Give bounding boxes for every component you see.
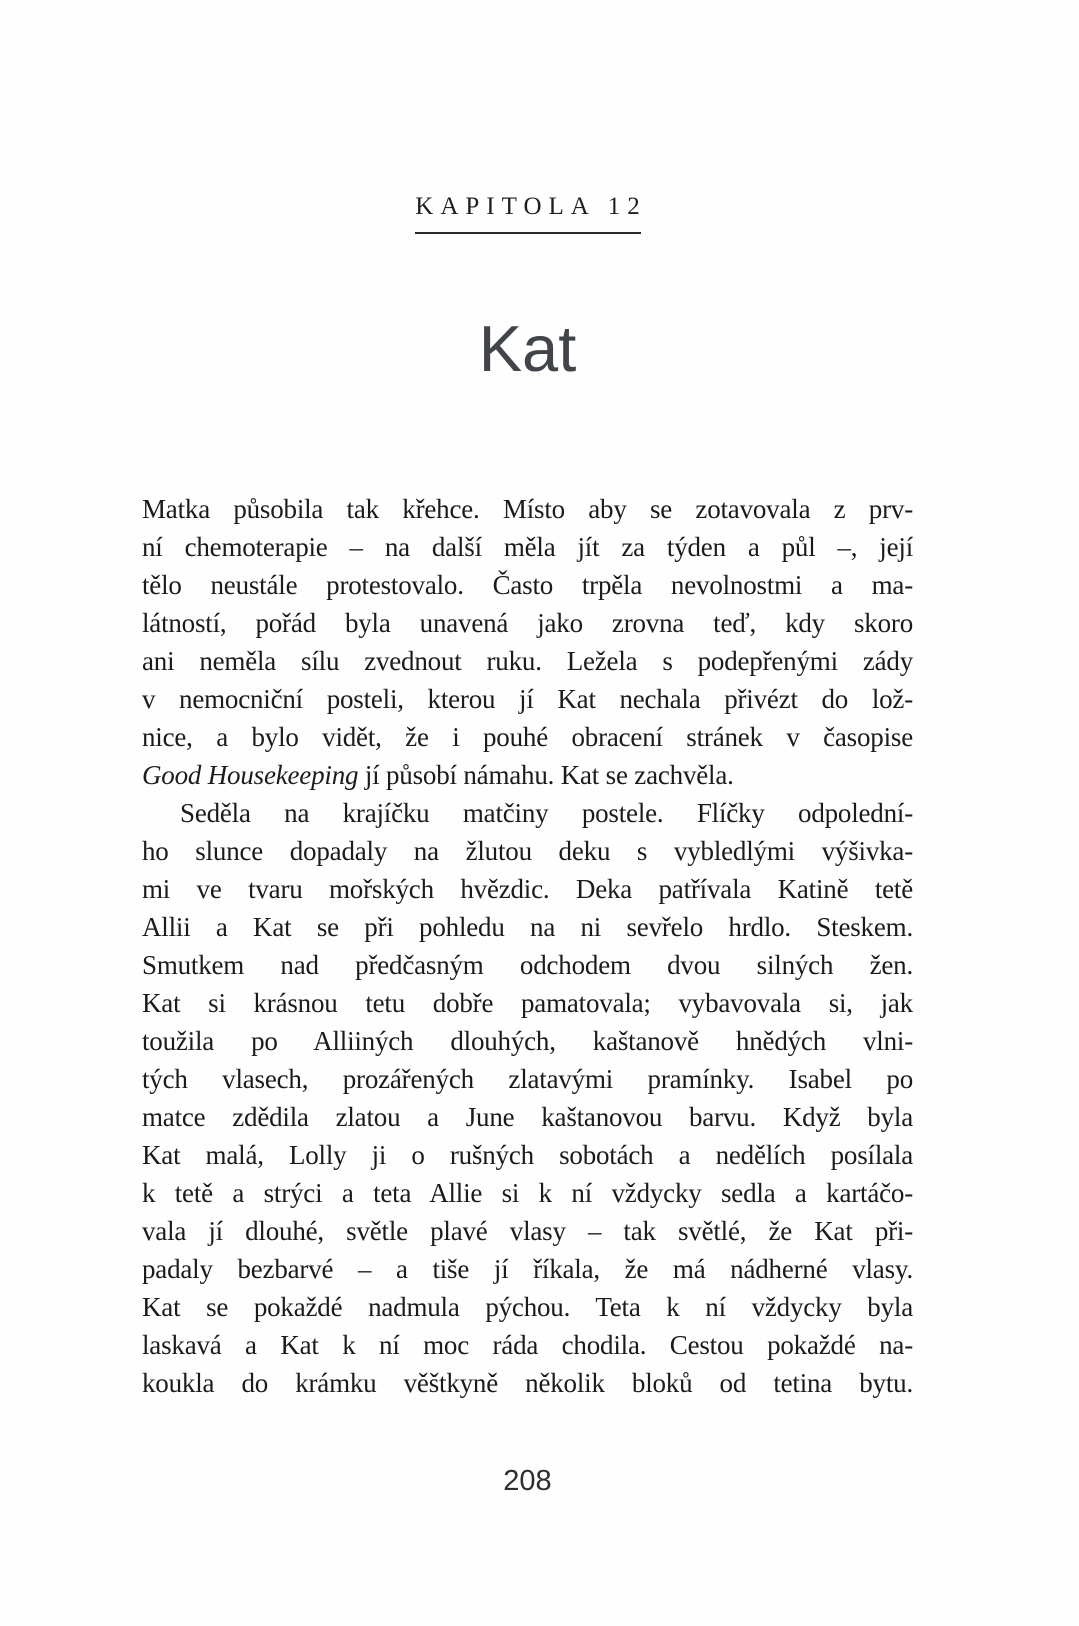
text-line: [142, 984, 913, 1022]
text-segment: v nemocniční posteli, kterou jí Kat nechala přivézt do lož-: [142, 684, 913, 714]
text-segment: Kat se pokaždé nadmula pýchou. Teta k ní vždycky byla: [142, 1292, 913, 1322]
text-segment: Seděla na krajíčku matčiny postele. Flíčky odpolední-: [180, 798, 913, 828]
text-line: [142, 1060, 913, 1098]
text-line: [142, 490, 913, 528]
paragraph: [142, 794, 913, 1402]
text-segment: vala jí dlouhé, světle plavé vlasy – tak světlé, že Kat při-: [142, 1216, 913, 1246]
chapter-title: Kat: [478, 312, 577, 385]
text-line: [142, 604, 913, 642]
text-line: [142, 680, 913, 718]
text-segment: Kat si krásnou tetu dobře pamatovala; vybavovala si, jak: [142, 988, 913, 1018]
text-line: [142, 1212, 913, 1250]
text-line: [142, 718, 913, 756]
text-line: [142, 946, 913, 984]
text-segment: matce zdědila zlatou a June kaštanovou barvu. Když byla: [142, 1102, 913, 1132]
text-line: [142, 1250, 913, 1288]
italic-text: Good Housekeeping: [142, 760, 359, 790]
text-line: [142, 794, 913, 832]
text-segment: Allii a Kat se při pohledu na ni sevřelo hrdlo. Steskem.: [142, 912, 913, 942]
text-segment: k tetě a strýci a teta Allie si k ní vždycky sedla a kartáčo-: [142, 1178, 913, 1208]
text-line: [142, 832, 913, 870]
text-segment: tělo neustále protestovalo. Často trpěla nevolnostmi a ma-: [142, 570, 913, 600]
text-segment: Matka působila tak křehce. Místo aby se zotavovala z prv-: [142, 494, 913, 524]
text-segment: ani neměla sílu zvednout ruku. Ležela s podepřenými zády: [142, 646, 913, 676]
body-text: [142, 490, 913, 1402]
text-segment: jí působí námahu. Kat se zachvěla.: [358, 760, 734, 790]
page-number: 208: [503, 1465, 552, 1497]
chapter-label: KAPITOLA 12: [415, 193, 647, 220]
text-line: [142, 1364, 913, 1402]
text-segment: nice, a bylo vidět, že i pouhé obracení stránek v časopise: [142, 722, 913, 752]
text-segment: Smutkem nad předčasným odchodem dvou silných žen.: [142, 950, 913, 980]
text-segment: ho slunce dopadaly na žlutou deku s vybledlými výšivka-: [142, 836, 913, 866]
text-segment: Kat malá, Lolly ji o rušných sobotách a nedělích posílala: [142, 1140, 913, 1170]
text-line: [142, 1022, 913, 1060]
chapter-header: [142, 192, 913, 234]
text-line: [142, 908, 913, 946]
text-line: [142, 756, 913, 794]
text-line: [142, 870, 913, 908]
text-line: [142, 1174, 913, 1212]
text-column: [142, 0, 913, 1626]
text-segment: laskavá a Kat k ní moc ráda chodila. Cestou pokaždé na-: [142, 1330, 913, 1360]
text-line: [142, 1288, 913, 1326]
text-line: [142, 566, 913, 604]
chapter-rule-divider: [415, 232, 641, 234]
paragraph: [142, 490, 913, 794]
text-line: [142, 1136, 913, 1174]
text-line: [142, 1098, 913, 1136]
text-line: [142, 528, 913, 566]
text-segment: látností, pořád byla unavená jako zrovna teď, kdy skoro: [142, 608, 913, 638]
text-line: [142, 1326, 913, 1364]
text-segment: koukla do krámku věštkyně několik bloků od tetina bytu.: [142, 1368, 913, 1398]
text-segment: tých vlasech, prozářených zlatavými pramínky. Isabel po: [142, 1064, 913, 1094]
text-segment: mi ve tvaru mořských hvězdic. Deka patřívala Katině tetě: [142, 874, 913, 904]
text-segment: ní chemoterapie – na další měla jít za týden a půl –, její: [142, 532, 913, 562]
text-line: [142, 642, 913, 680]
text-segment: toužila po Alliiných dlouhých, kaštanově hnědých vlni-: [142, 1026, 913, 1056]
text-segment: padaly bezbarvé – a tiše jí říkala, že má nádherné vlasy.: [142, 1254, 913, 1284]
